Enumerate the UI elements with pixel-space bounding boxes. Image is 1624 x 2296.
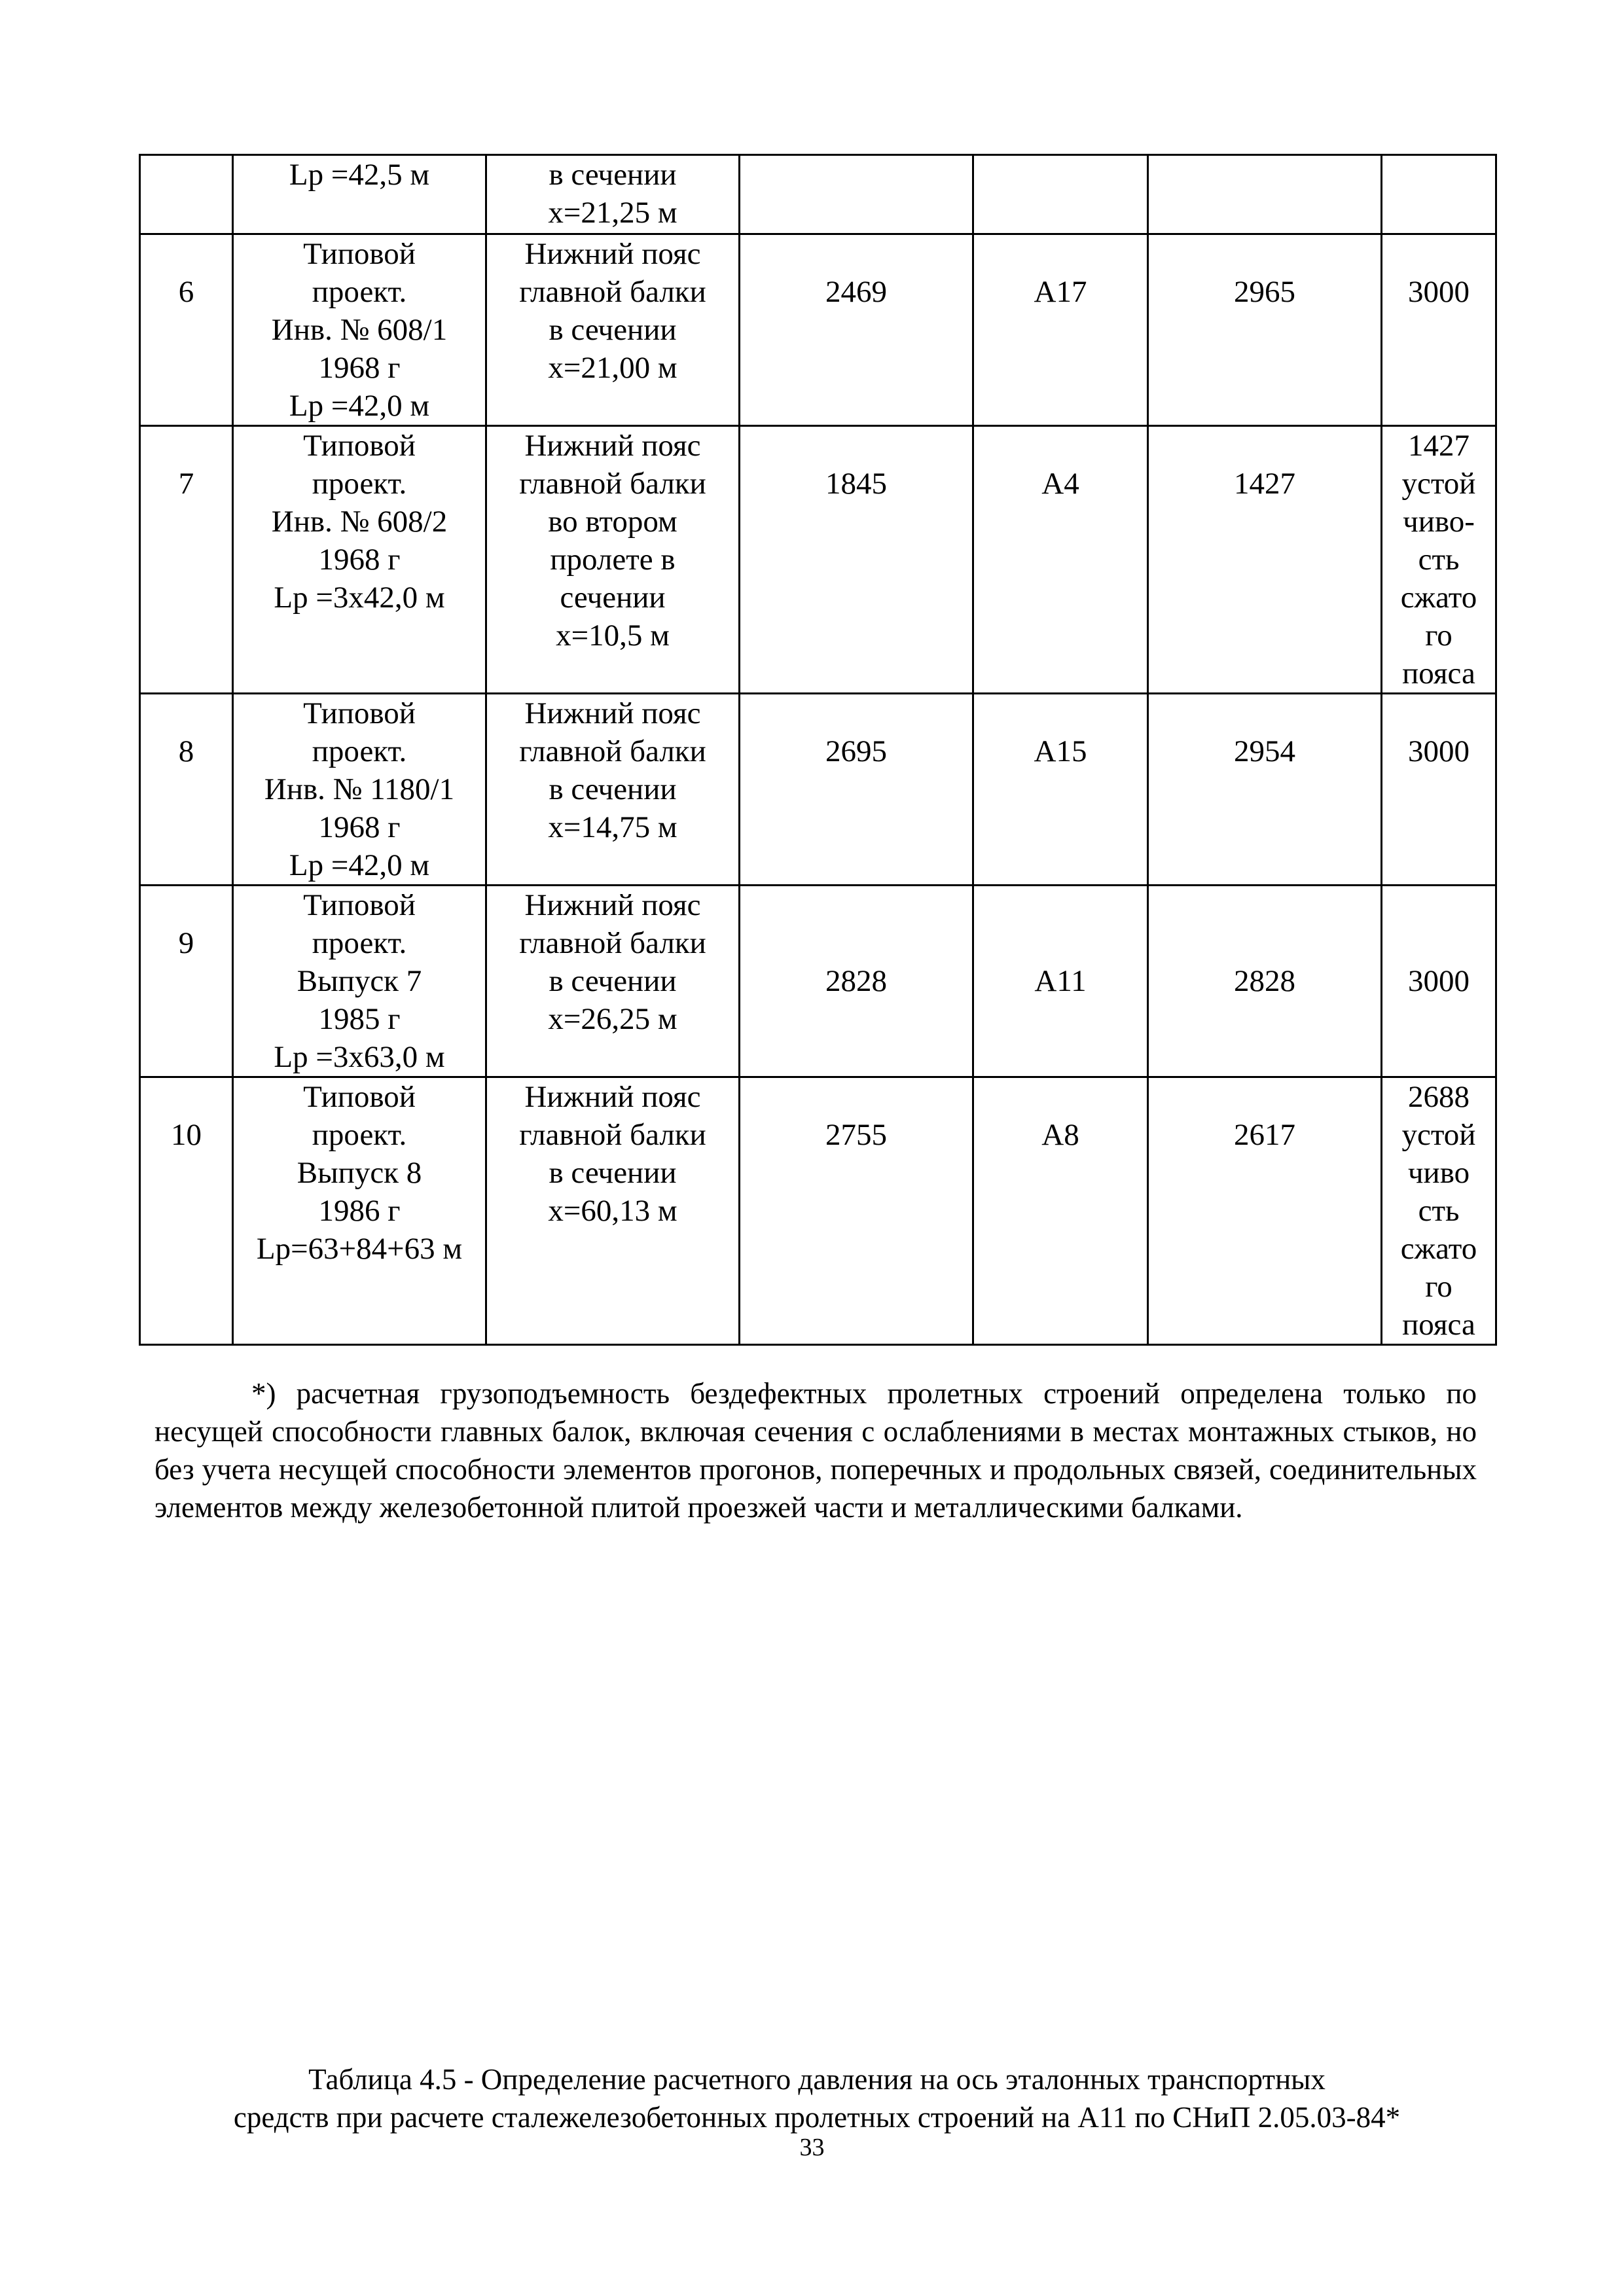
cell-value-1: 2828 xyxy=(740,886,973,1077)
cell-project: Типовой проект. Инв. № 608/1 1968 г Lp =42,0 м xyxy=(233,234,486,426)
table-row xyxy=(140,234,1496,426)
table-footnote xyxy=(154,1374,1477,1526)
cell-value-1: 2695 xyxy=(740,694,973,886)
cell-section: в сечении x=21,25 м xyxy=(486,155,740,234)
cell-value-3: 3000 xyxy=(1382,886,1496,1077)
table-row xyxy=(140,694,1496,886)
cell-value-2 xyxy=(1148,155,1382,234)
cell-section: Нижний пояс главной балки во втором пролете в сечении x=10,5 м xyxy=(486,426,740,694)
footnote-text: *) расчетная грузоподъемность бездефектных пролетных строений определена только по несущей способности главных балок, включая сечения с ослаблениями в местах монтажных стыков, но без учета несущей способности элементов прогонов, поперечных и продольных связей, соединительных элементов между железобетонной плитой проезжей части и металлическими балками. xyxy=(154,1377,1477,1524)
cell-value-1: 2469 xyxy=(740,234,973,426)
cell-project: Типовой проект. Инв. № 608/2 1968 г Lp =3x42,0 м xyxy=(233,426,486,694)
cell-value-1: 2755 xyxy=(740,1077,973,1345)
cell-section: Нижний пояс главной балки в сечении x=26,25 м xyxy=(486,886,740,1077)
cell-value-3: 1427 устой чиво- сть сжато го пояса xyxy=(1382,426,1496,694)
cell-project: Типовой проект. Выпуск 7 1985 г Lp =3x63,0 м xyxy=(233,886,486,1077)
cell-value-2: 1427 xyxy=(1148,426,1382,694)
cell-section: Нижний пояс главной балки в сечении x=21,00 м xyxy=(486,234,740,426)
cell-class xyxy=(973,155,1148,234)
cell-value-3: 3000 xyxy=(1382,234,1496,426)
cell-class: А8 xyxy=(973,1077,1148,1345)
cell-class: А4 xyxy=(973,426,1148,694)
cell-project: Lp =42,5 м xyxy=(233,155,486,234)
table-caption: Таблица 4.5 - Определение расчетного давления на ось эталонных транспортных средств при расчете сталежелезобетонных пролетных строений на А11 по СНиП 2.05.03-84* xyxy=(233,2063,1401,2134)
page-number: 33 xyxy=(799,2134,825,2161)
cell-value-3 xyxy=(1382,155,1496,234)
cell-number: 6 xyxy=(140,234,233,426)
cell-value-3: 2688 устой чиво сть сжато го пояса xyxy=(1382,1077,1496,1345)
table-row xyxy=(140,426,1496,694)
table-row xyxy=(140,155,1496,234)
cell-number: 8 xyxy=(140,694,233,886)
cell-number: 10 xyxy=(140,1077,233,1345)
cell-class: А17 xyxy=(973,234,1148,426)
cell-value-2: 2828 xyxy=(1148,886,1382,1077)
cell-class: А15 xyxy=(973,694,1148,886)
table-row xyxy=(140,1077,1496,1345)
cell-value-2: 2965 xyxy=(1148,234,1382,426)
cell-number xyxy=(140,155,233,234)
cell-project: Типовой проект. Выпуск 8 1986 г Lp=63+84+63 м xyxy=(233,1077,486,1345)
cell-value-1 xyxy=(740,155,973,234)
cell-number: 7 xyxy=(140,426,233,694)
cell-section: Нижний пояс главной балки в сечении x=60,13 м xyxy=(486,1077,740,1345)
cell-value-2: 2617 xyxy=(1148,1077,1382,1345)
bridge-capacity-table xyxy=(139,154,1497,1346)
table-row xyxy=(140,886,1496,1077)
cell-value-2: 2954 xyxy=(1148,694,1382,886)
cell-section: Нижний пояс главной балки в сечении x=14,75 м xyxy=(486,694,740,886)
cell-class: А11 xyxy=(973,886,1148,1077)
cell-project: Типовой проект. Инв. № 1180/1 1968 г Lp =42,0 м xyxy=(233,694,486,886)
cell-value-3: 3000 xyxy=(1382,694,1496,886)
cell-number: 9 xyxy=(140,886,233,1077)
cell-value-1: 1845 xyxy=(740,426,973,694)
